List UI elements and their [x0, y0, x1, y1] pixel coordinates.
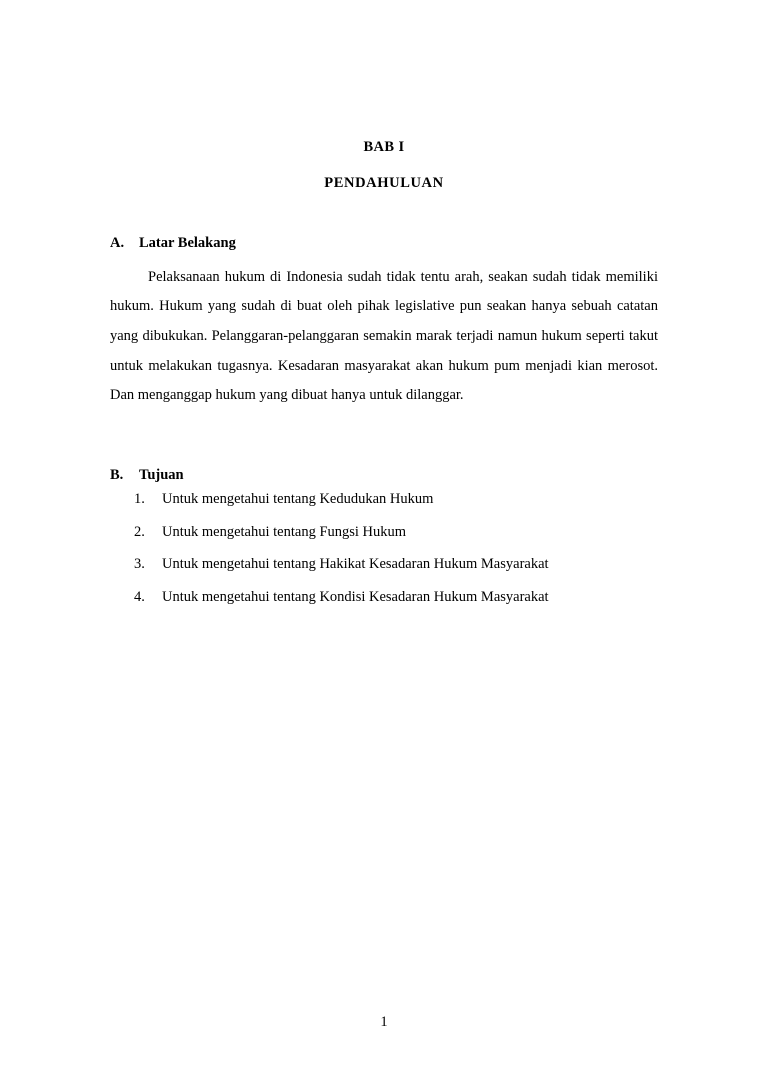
section-b-heading: [110, 467, 658, 484]
tujuan-list: [110, 492, 658, 604]
list-item: [110, 557, 658, 572]
page-number: 1: [380, 1014, 388, 1030]
list-item-label: Untuk mengetahui tentang Kedudukan Hukum: [162, 491, 434, 508]
chapter-label: BAB I: [363, 139, 405, 155]
section-b-letter: B.: [110, 467, 124, 484]
list-item: [110, 590, 658, 605]
section-a-paragraph: Pelaksanaan hukum di Indonesia sudah tidak tentu arah, seakan sudah tidak memiliki hukum. Hukum yang sudah di buat oleh pihak legislative pun seakan hanya sebuah catatan yang dibukukan. Pelanggaran-pelanggaran semakin marak terjadi namun hukum seperti takut untuk melakukan tugasnya. Kesadaran masyarakat akan hukum pum menjadi kian merosot. Dan menganggap hukum yang dibuat hanya untuk dilanggar.: [110, 268, 658, 404]
section-b-title: Tujuan: [139, 467, 184, 484]
section-a-letter: A.: [110, 234, 125, 251]
section-tujuan: [110, 467, 658, 604]
list-item: [110, 525, 658, 540]
section-a-title: Latar Belakang: [139, 234, 236, 251]
list-item-number: 1.: [134, 491, 145, 508]
section-latar-belakang: [110, 235, 658, 412]
list-item-number: 2.: [134, 523, 145, 540]
chapter-title: PENDAHULUAN: [324, 174, 444, 191]
list-item-label: Untuk mengetahui tentang Hakikat Kesadaran Hukum Masyarakat: [162, 556, 549, 573]
section-a-heading: [110, 235, 658, 252]
list-item: [110, 492, 658, 507]
list-item-number: 3.: [134, 556, 145, 573]
list-item-label: Untuk mengetahui tentang Fungsi Hukum: [162, 523, 407, 540]
list-item-number: 4.: [134, 588, 145, 605]
list-item-label: Untuk mengetahui tentang Kondisi Kesadaran Hukum Masyarakat: [162, 588, 549, 605]
